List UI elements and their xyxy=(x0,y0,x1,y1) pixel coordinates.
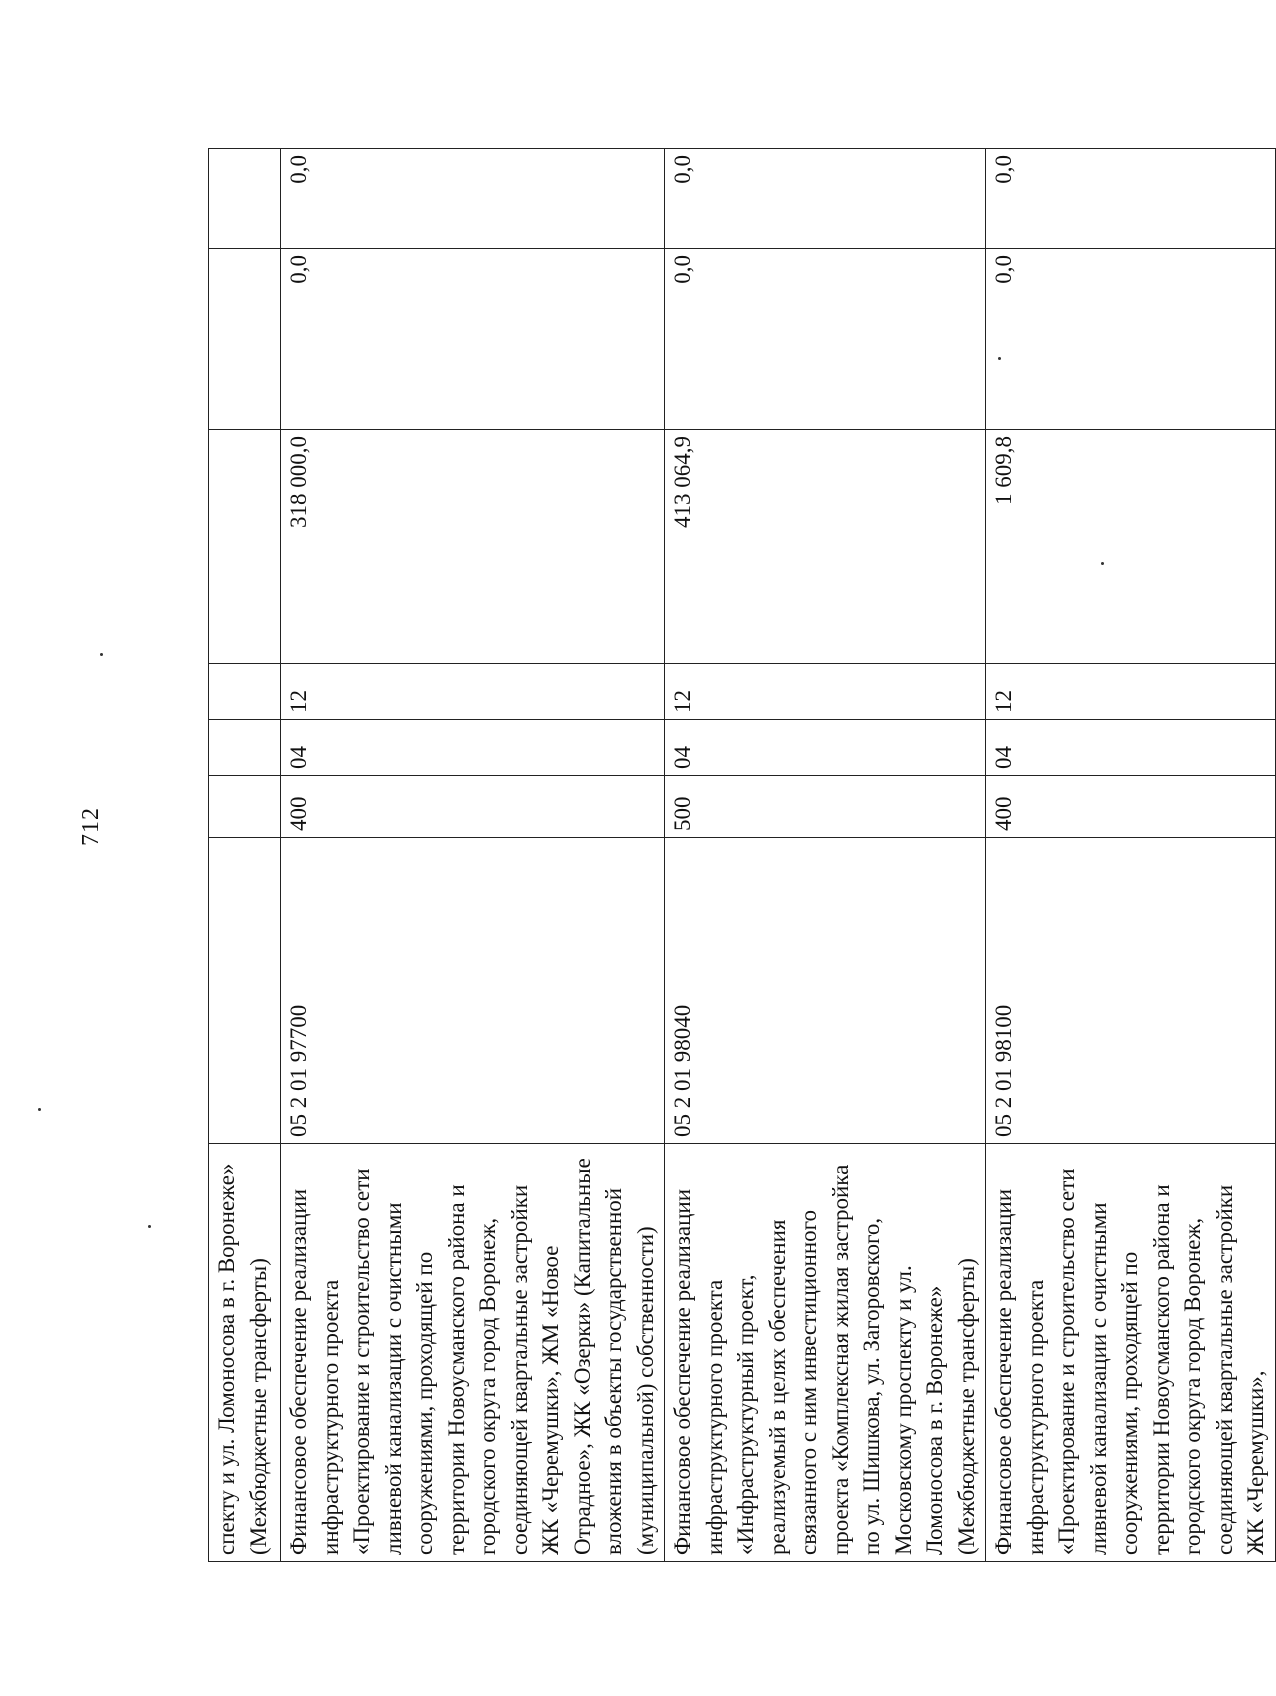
scan-speck xyxy=(148,1225,151,1228)
expense-type: 500 xyxy=(665,776,986,838)
expense-type: 400 xyxy=(986,776,1276,838)
amount-2: 0,0 xyxy=(281,249,665,430)
amount-1: 318 000,0 xyxy=(281,430,665,664)
page-number: 712 xyxy=(78,807,104,846)
scan-speck xyxy=(100,653,103,656)
amount-3: 0,0 xyxy=(986,149,1276,249)
section-code: 04 xyxy=(281,720,665,776)
table-row xyxy=(665,149,986,1562)
target-code: 05 2 01 98040 xyxy=(665,838,986,1144)
section-code: 04 xyxy=(986,720,1276,776)
empty-cell xyxy=(209,430,281,664)
subsection-code: 12 xyxy=(665,664,986,720)
expense-type: 400 xyxy=(281,776,665,838)
empty-cell xyxy=(209,776,281,838)
budget-table xyxy=(208,148,1276,1562)
empty-cell xyxy=(209,720,281,776)
empty-cell xyxy=(209,838,281,1144)
scan-speck xyxy=(38,1108,41,1111)
subsection-code: 12 xyxy=(986,664,1276,720)
amount-2: 0,0 xyxy=(665,249,986,430)
continuation-row xyxy=(209,149,281,1562)
row-description: Финансовое обеспечение реализации инфраструктурного проекта «Проектирование и строительство сети ливневой канализации с очистными сооружениями, проходящей по территории Новоусманского района и городского округа город Воронеж, соединяющей квартальные застройки ЖК «Черемушки», ЖМ «Новое Отрадное», ЖК «Озерки» (Капитальные вложения в объекты государственной (муниципальной) собственности) xyxy=(281,1144,665,1562)
row-description: Финансовое обеспечение реализации инфраструктурного проекта «Проектирование и строительство сети ливневой канализации с очистными сооружениями, проходящей по территории Новоусманского района и городского округа город Воронеж, соединяющей квартальные застройки ЖК «Черемушки», xyxy=(986,1144,1276,1562)
amount-2: 0,0 xyxy=(986,249,1276,430)
amount-1: 413 064,9 xyxy=(665,430,986,664)
target-code: 05 2 01 97700 xyxy=(281,838,665,1144)
empty-cell xyxy=(209,249,281,430)
table-row xyxy=(281,149,665,1562)
amount-1: 1 609,8 xyxy=(986,430,1276,664)
amount-3: 0,0 xyxy=(665,149,986,249)
subsection-code: 12 xyxy=(281,664,665,720)
amount-3: 0,0 xyxy=(281,149,665,249)
row-description: Финансовое обеспечение реализации инфраструктурного проекта «Инфраструктурный проект, реализуемый в целях обеспечения связанного с ним инвестиционного проекта «Комплексная жилая застройка по ул. Шишкова, ул. Загоровского, Московскому проспекту и ул. Ломоносова в г. Воронеже» (Межбюджетные трансферты) xyxy=(665,1144,986,1562)
section-code: 04 xyxy=(665,720,986,776)
empty-cell xyxy=(209,664,281,720)
continuation-text: спекту и ул. Ломоносова в г. Воронеже» (Межбюджетные трансферты) xyxy=(209,1144,281,1562)
table-row xyxy=(986,149,1276,1562)
empty-cell xyxy=(209,149,281,249)
target-code: 05 2 01 98100 xyxy=(986,838,1276,1144)
